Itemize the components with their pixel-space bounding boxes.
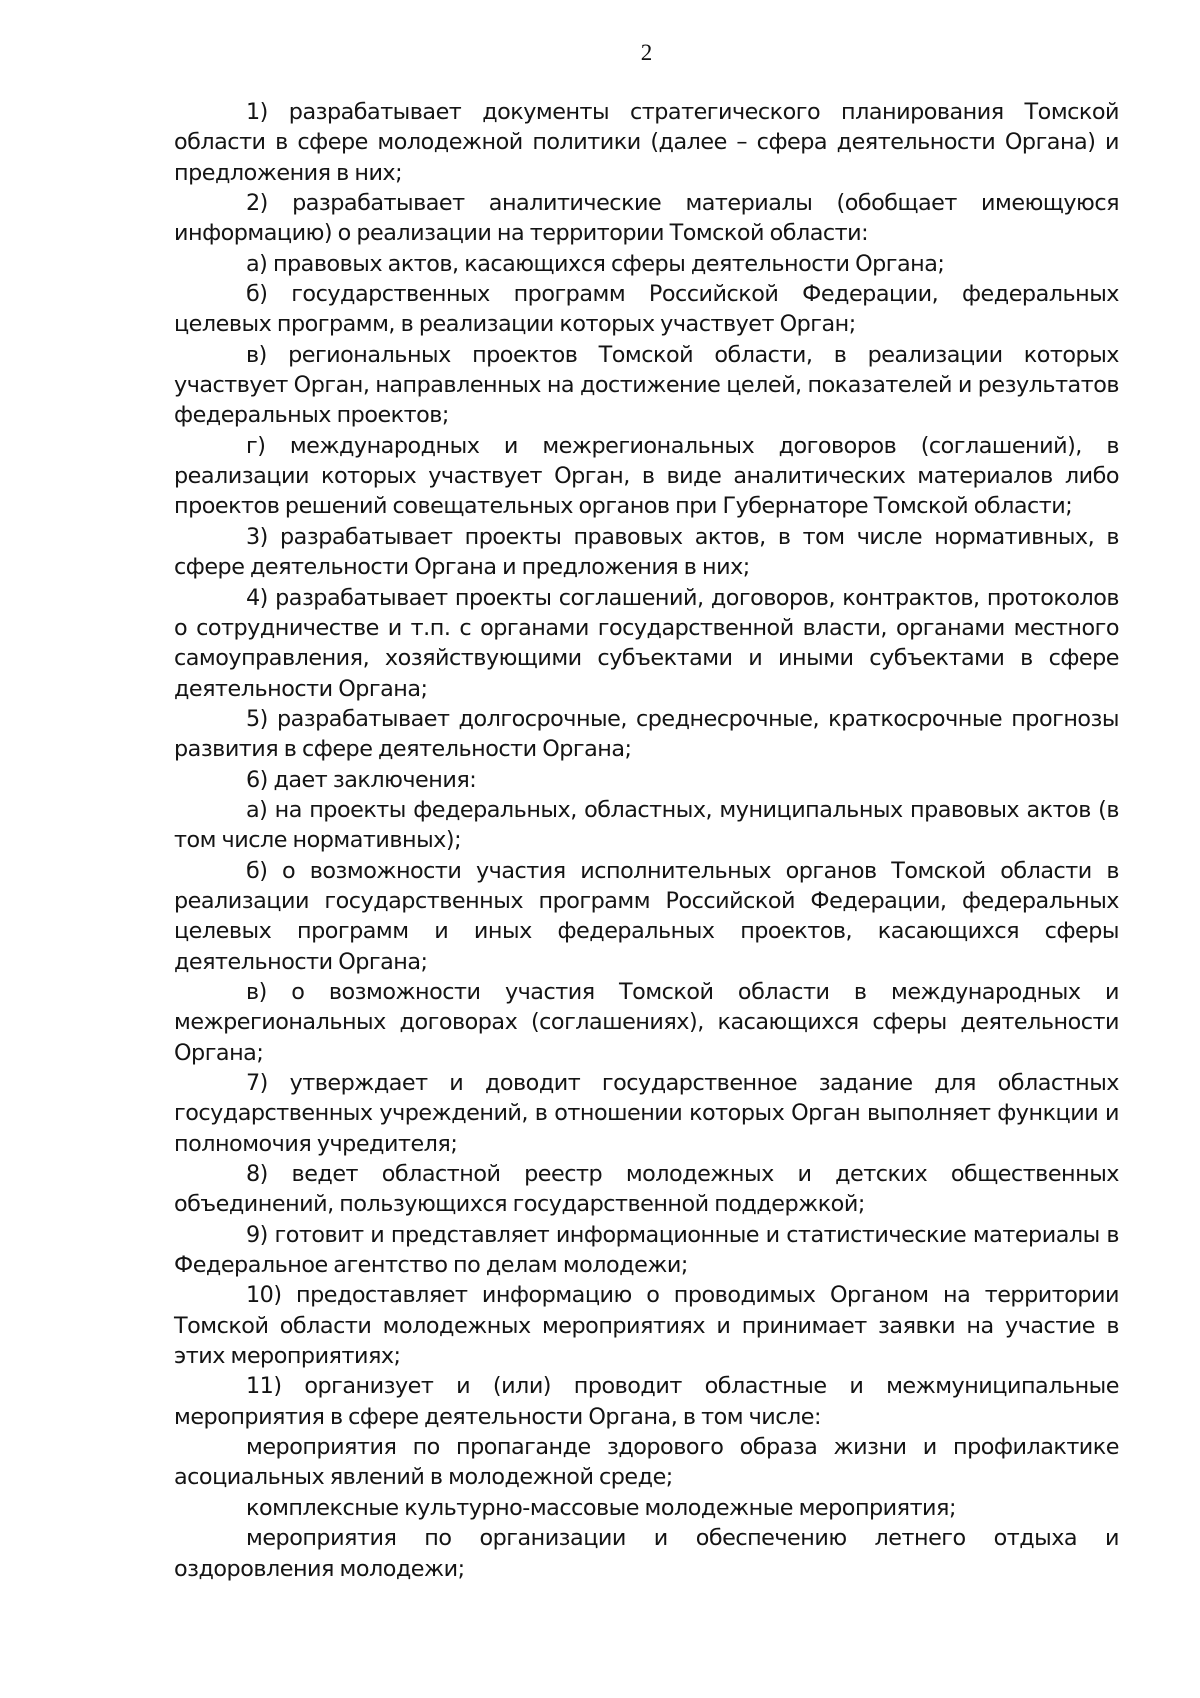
paragraph-item-10: 10) предоставляет информацию о проводимых Органом на территории Томской области молодежных мероприятиях и принимает заявки на участие в этих мероприятиях; <box>174 1282 1119 1370</box>
paragraph-subitem-6b: б) о возможности участия исполнительных органов Томской области в реализации государственных программ Российской Федерации, федеральных целевых программ и иных федеральных проектов, касающихся сферы деятельности Органа; <box>174 857 1119 975</box>
paragraph-subitem-11-health: мероприятия по пропаганде здорового образа жизни и профилактике асоциальных явлений в молодежной среде; <box>174 1434 1119 1491</box>
paragraph-item-5: 5) разрабатывает долгосрочные, среднесрочные, краткосрочные прогнозы развития в сфере деятельности Органа; <box>174 705 1119 763</box>
paragraph-subitem-2a: а) правовых актов, касающихся сферы деятельности Органа; <box>246 250 945 277</box>
paragraph-subitem-6v: в) о возможности участия Томской области в международных и межрегиональных договорах (соглашениях), касающихся сферы деятельности Органа; <box>174 978 1119 1066</box>
paragraph-item-2: 2) разрабатывает аналитические материалы (обобщает имеющуюся информацию) о реализации на территории Томской области: <box>174 190 1119 247</box>
paragraph-item-7: 7) утверждает и доводит государственное задание для областных государственных учреждений, в отношении которых Орган выполняет функции и полномочия учредителя; <box>174 1070 1119 1157</box>
paragraph-subitem-6a: а) на проекты федеральных, областных, муниципальных правовых актов (в том числе нормативных); <box>174 796 1119 854</box>
paragraph-item-4: 4) разрабатывает проекты соглашений, договоров, контрактов, протоколов о сотрудничестве и т.п. с органами государственной власти, органами местного самоуправления, хозяйствующими субъектами и иными субъектами в сфере деятельности Органа; <box>174 584 1119 702</box>
document-body <box>174 97 1119 1584</box>
page-number: 2 <box>640 40 653 65</box>
paragraph-item-8: 8) ведет областной реестр молодежных и детских общественных объединений, пользующихся государственной поддержкой; <box>174 1161 1119 1218</box>
paragraph-item-9: 9) готовит и представляет информационные и статистические материалы в Федеральное агентство по делам молодежи; <box>174 1221 1119 1279</box>
paragraph-subitem-2b: б) государственных программ Российской Федерации, федеральных целевых программ, в реализации которых участвует Орган; <box>174 281 1119 338</box>
paragraph-subitem-11-summer: мероприятия по организации и обеспечению летнего отдыха и оздоровления молодежи; <box>174 1525 1119 1582</box>
paragraph-subitem-2g: г) международных и межрегиональных договоров (соглашений), в реализации которых участвует Орган, в виде аналитических материалов либо проектов решений совещательных органов при Губернаторе Томской области; <box>174 432 1119 520</box>
paragraph-item-6: 6) дает заключения: <box>246 766 477 793</box>
paragraph-subitem-11-cultural: комплексные культурно-массовые молодежные мероприятия; <box>246 1494 956 1521</box>
paragraph-item-1: 1) разрабатывает документы стратегического планирования Томской области в сфере молодежной политики (далее – сфера деятельности Органа) и предложения в них; <box>174 99 1119 186</box>
paragraph-item-3: 3) разрабатывает проекты правовых актов, в том числе нормативных, в сфере деятельности Органа и предложения в них; <box>174 523 1119 581</box>
paragraph-subitem-2v: в) региональных проектов Томской области, в реализации которых участвует Орган, направленных на достижение целей, показателей и результатов федеральных проектов; <box>174 341 1119 429</box>
paragraph-item-11: 11) организует и (или) проводит областные и межмуниципальные мероприятия в сфере деятельности Органа, в том числе: <box>174 1373 1119 1430</box>
